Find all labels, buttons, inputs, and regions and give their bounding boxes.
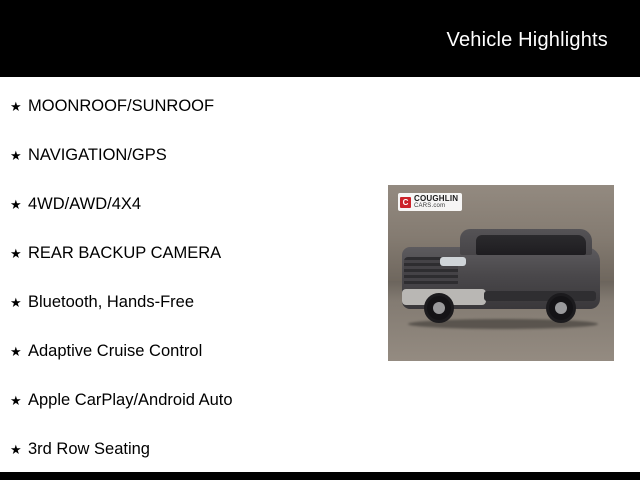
vehicle-headlight (440, 257, 466, 266)
dealer-watermark-text (414, 195, 458, 209)
highlight-label: Bluetooth, Hands-Free (28, 293, 195, 311)
vehicle-rear-wheel (546, 293, 576, 323)
star-bullet-icon: ★ (10, 344, 22, 359)
highlights-list (0, 82, 380, 474)
list-item (0, 327, 380, 376)
list-item (0, 278, 380, 327)
suv-illustration (398, 223, 604, 331)
list-item (0, 180, 380, 229)
star-bullet-icon: ★ (10, 246, 22, 261)
highlight-label: 3rd Row Seating (28, 440, 150, 458)
page-title: Vehicle Highlights (446, 29, 608, 51)
highlight-label: MOONROOF/SUNROOF (28, 97, 215, 115)
star-bullet-icon: ★ (10, 393, 22, 408)
star-bullet-icon: ★ (10, 99, 22, 114)
vehicle-side-trim (484, 291, 596, 301)
list-item (0, 82, 380, 131)
vehicle-windows (476, 235, 586, 255)
star-bullet-icon: ★ (10, 148, 22, 163)
list-item (0, 376, 380, 425)
star-bullet-icon: ★ (10, 442, 22, 457)
dealer-logo-icon: C (400, 197, 411, 208)
highlight-label: REAR BACKUP CAMERA (28, 244, 222, 262)
highlight-label: Apple CarPlay/Android Auto (28, 391, 233, 409)
highlight-label: NAVIGATION/GPS (28, 146, 167, 164)
header-banner (0, 0, 640, 77)
vehicle-front-wheel (424, 293, 454, 323)
dealer-watermark (398, 193, 462, 211)
vehicle-photo (388, 185, 614, 361)
list-item (0, 131, 380, 180)
dealer-subtext: CARS.com (414, 203, 446, 209)
list-item (0, 425, 380, 474)
list-item (0, 229, 380, 278)
highlight-label: 4WD/AWD/4X4 (28, 195, 142, 213)
star-bullet-icon: ★ (10, 295, 22, 310)
footer-strip (0, 472, 640, 480)
star-bullet-icon: ★ (10, 197, 22, 212)
dealer-name: COUGHLIN (414, 194, 459, 203)
highlight-label: Adaptive Cruise Control (28, 342, 203, 360)
